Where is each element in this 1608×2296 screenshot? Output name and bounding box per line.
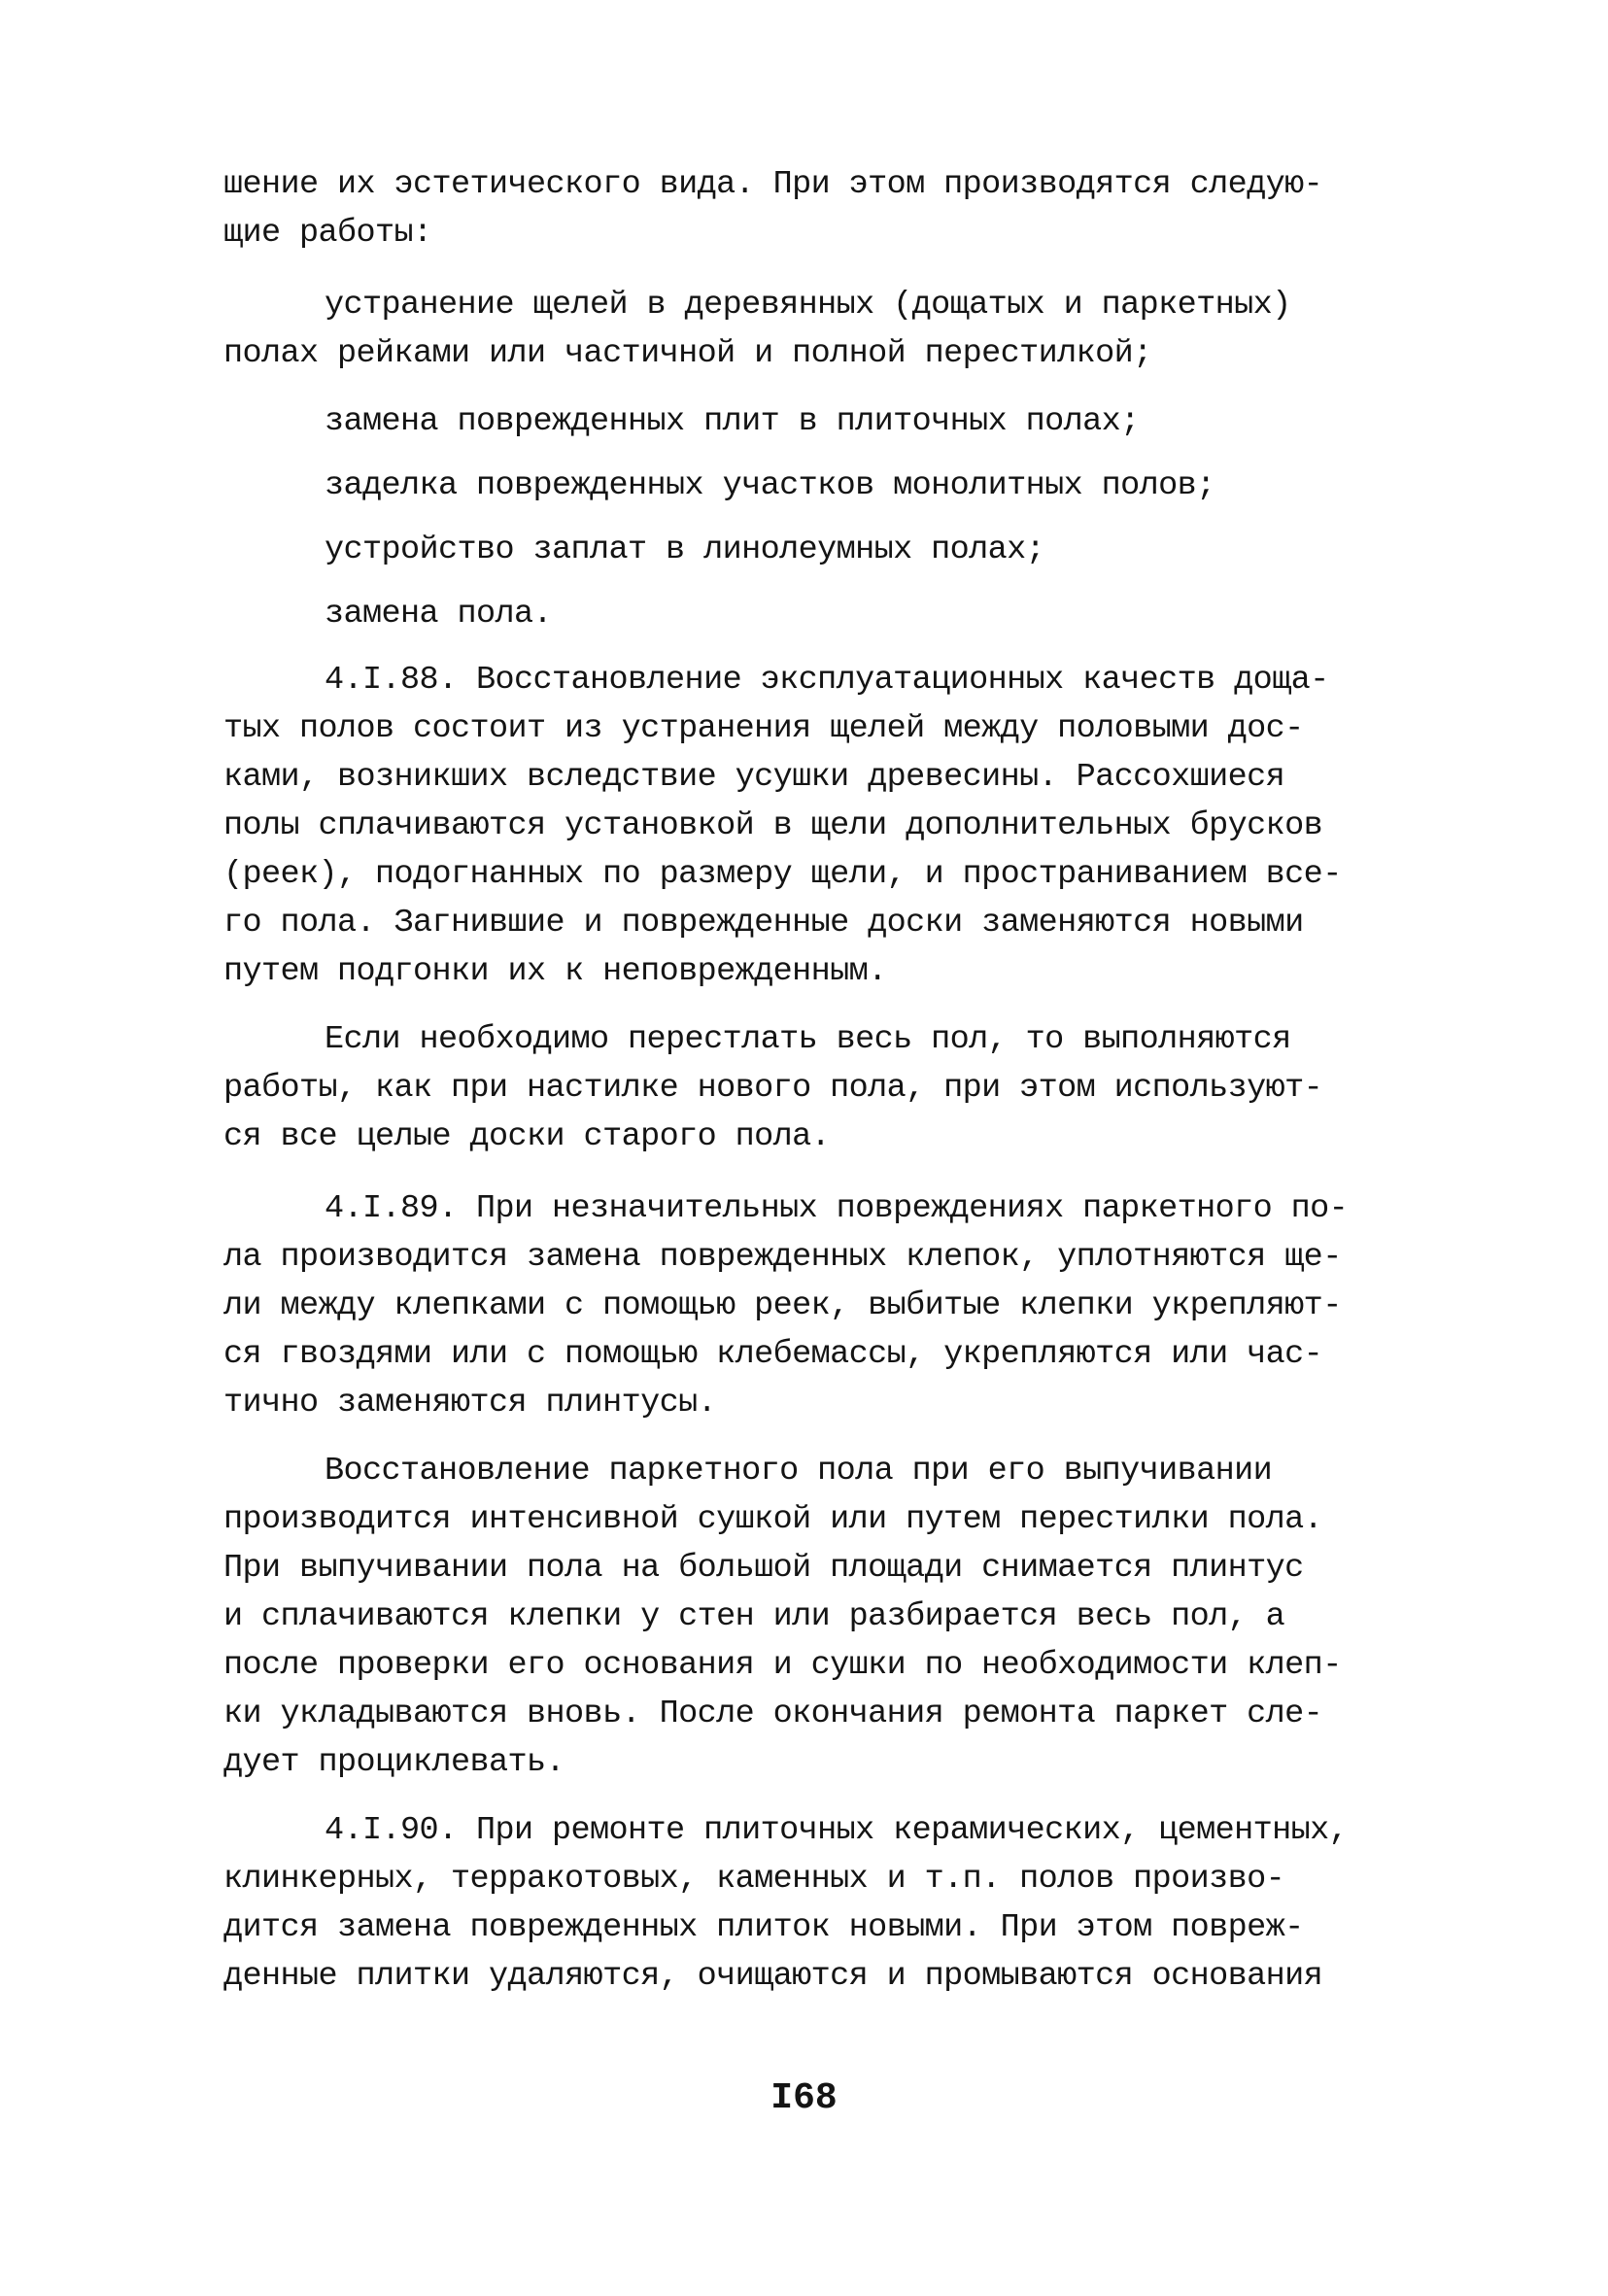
text-line: устранение щелей в деревянных (дощатых и паркетных): [325, 287, 1291, 324]
text-line: дует проциклевать.: [223, 1744, 565, 1781]
text-line: При выпучивании пола на большой площади снимается плинтус: [223, 1550, 1304, 1587]
text-line: го пола. Загнившие и поврежденные доски заменяются новыми: [223, 905, 1304, 942]
text-line: Восстановление паркетного пола при его выпучивании: [325, 1453, 1273, 1490]
text-line: заделка поврежденных участков монолитных полов;: [325, 467, 1215, 504]
text-line: ла производится замена поврежденных клепок, уплотняются ще-: [223, 1239, 1342, 1276]
text-line: тых полов состоит из устранения щелей между половыми дос-: [223, 710, 1304, 747]
text-line: устройство заплат в линолеумных полах;: [325, 531, 1045, 568]
text-line: (реек), подогнанных по размеру щели, и пространиванием все-: [223, 856, 1342, 893]
text-line: производится интенсивной сушкой или путем перестилки пола.: [223, 1501, 1323, 1538]
text-line: дится замена поврежденных плиток новыми. При этом повреж-: [223, 1909, 1304, 1946]
text-line: ли между клепками с помощью реек, выбитые клепки укрепляют-: [223, 1287, 1342, 1324]
text-line: ся гвоздями или с помощью клебемассы, укрепляются или час-: [223, 1336, 1323, 1373]
text-line: Если необходимо перестлать весь пол, то выполняются: [325, 1021, 1291, 1058]
text-line: 4.I.89. При незначительных повреждениях паркетного по-: [325, 1190, 1349, 1227]
text-line: денные плитки удаляются, очищаются и промываются основания: [223, 1958, 1323, 1995]
text-line: полах рейками или частичной и полной перестилкой;: [223, 335, 1152, 372]
text-line: работы, как при настилке нового пола, при этом используют-: [223, 1070, 1323, 1107]
text-line: замена пола.: [325, 596, 553, 633]
text-line: щие работы:: [223, 215, 432, 252]
text-line: после проверки его основания и сушки по необходимости клеп-: [223, 1647, 1342, 1684]
text-line: полы сплачиваются установкой в щели дополнительных брусков: [223, 807, 1323, 844]
text-line: тично заменяются плинтусы.: [223, 1385, 717, 1422]
text-line: ки укладываются вновь. После окончания ремонта паркет сле-: [223, 1696, 1323, 1732]
text-line: ками, возникших вследствие усушки древесины. Рассохшиеся: [223, 759, 1285, 796]
text-line: шение их эстетического вида. При этом производятся следую-: [223, 166, 1323, 203]
text-line: ся все целые доски старого пола.: [223, 1118, 831, 1155]
text-line: 4.I.88. Восстановление эксплуатационных качеств доща-: [325, 662, 1329, 699]
text-line: замена поврежденных плит в плиточных полах;: [325, 403, 1140, 440]
text-line: и сплачиваются клепки у стен или разбирается весь пол, а: [223, 1598, 1285, 1635]
text-line: 4.I.90. При ремонте плиточных керамических, цементных,: [325, 1812, 1349, 1849]
text-line: клинкерных, терракотовых, каменных и т.п. полов произво-: [223, 1861, 1285, 1898]
text-line: путем подгонки их к неповрежденным.: [223, 953, 887, 990]
page-number: I68: [770, 2077, 838, 2119]
